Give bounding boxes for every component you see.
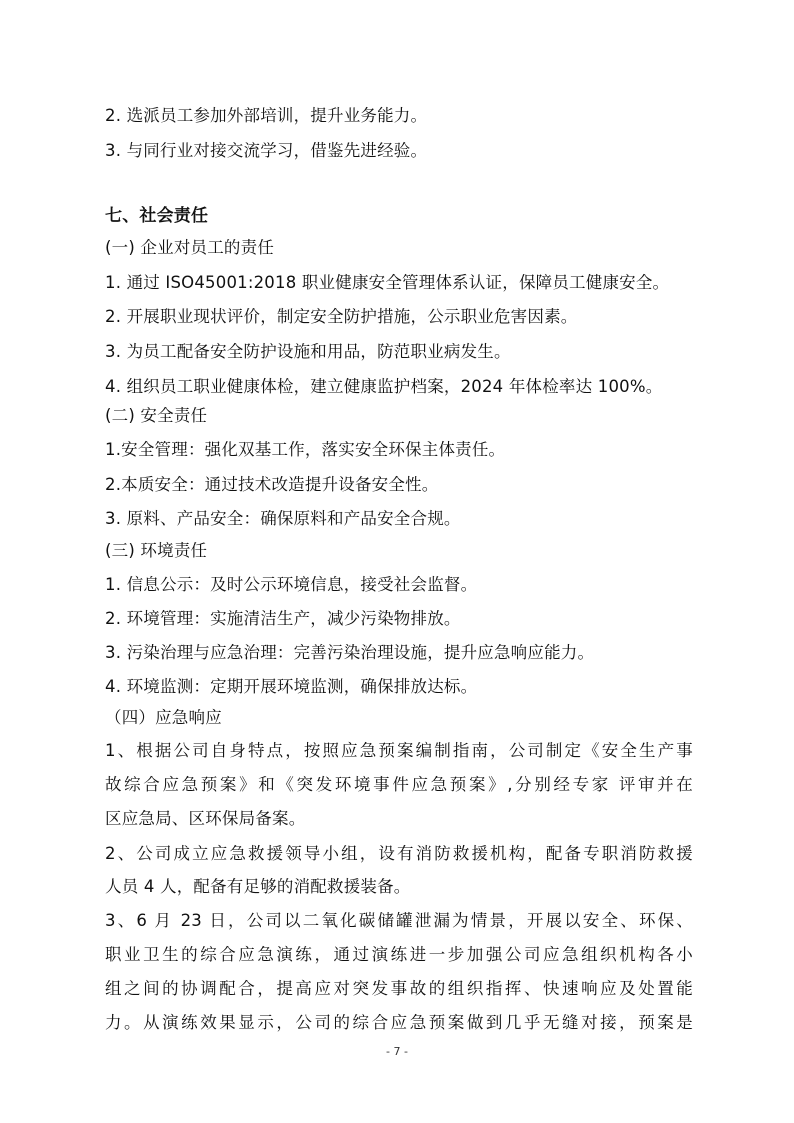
text-line: 2.本质安全：通过技术改造提升设备安全性。 — [105, 475, 439, 494]
text-line: 力。从演练效果显示，公司的综合应急预案做到几乎无缝对接，预案是 — [105, 1013, 693, 1032]
text-line: 2. 选派员工参加外部培训，提升业务能力。 — [105, 106, 428, 125]
text-line: 1.安全管理：强化双基工作，落实安全环保主体责任。 — [105, 440, 506, 459]
text-line: 4. 环境监测：定期开展环境监测，确保排放达标。 — [105, 677, 478, 696]
subsection-heading: (三) 环境责任 — [105, 541, 208, 560]
text-line: 组之间的协调配合，提高应对突发事故的组织指挥、快速响应及处置能 — [105, 979, 693, 998]
text-line: 4. 组织员工职业健康体检，建立健康监护档案，2024 年体检率达 100%。 — [105, 377, 663, 396]
text-line: 故综合应急预案》和《突发环境事件应急预案》,分别经专家 评审并在 — [105, 775, 693, 794]
text-line: 2、公司成立应急救援领导小组，设有消防救援机构，配备专职消防救援 — [105, 844, 693, 863]
text-line: 人员 4 人，配备有足够的消配救援装备。 — [105, 877, 411, 896]
text-line: 职业卫生的综合应急演练，通过演练进一步加强公司应急组织机构各小 — [105, 945, 693, 964]
text-line: 3. 原料、产品安全：确保原料和产品安全合规。 — [105, 509, 461, 528]
subsection-heading: (一) 企业对员工的责任 — [105, 238, 275, 257]
subsection-heading: （四）应急响应 — [105, 708, 222, 727]
text-line: 3. 为员工配备安全防护设施和用品，防范职业病发生。 — [105, 342, 511, 361]
text-line: 1. 信息公示：及时公示环境信息，接受社会监督。 — [105, 575, 478, 594]
text-line: 2. 开展职业现状评价，制定安全防护措施，公示职业危害因素。 — [105, 307, 578, 326]
page-number: - 7 - — [386, 1045, 408, 1058]
text-line: 3. 与同行业对接交流学习，借鉴先进经验。 — [105, 141, 428, 160]
text-line: 3、6 月 23 日，公司以二氧化碳储罐泄漏为情景，开展以安全、环保、 — [105, 911, 693, 930]
text-line: 区应急局、区环保局备案。 — [105, 809, 306, 828]
subsection-heading: (二) 安全责任 — [105, 406, 208, 425]
section-heading: 七、社会责任 — [105, 206, 209, 226]
text-line: 1. 通过 ISO45001:2018 职业健康安全管理体系认证，保障员工健康安全。 — [105, 273, 670, 292]
text-line: 2. 环境管理：实施清洁生产，减少污染物排放。 — [105, 609, 461, 628]
text-line: 3. 污染治理与应急治理：完善污染治理设施，提升应急响应能力。 — [105, 643, 595, 662]
text-line: 1、根据公司自身特点，按照应急预案编制指南，公司制定《安全生产事 — [105, 741, 693, 760]
